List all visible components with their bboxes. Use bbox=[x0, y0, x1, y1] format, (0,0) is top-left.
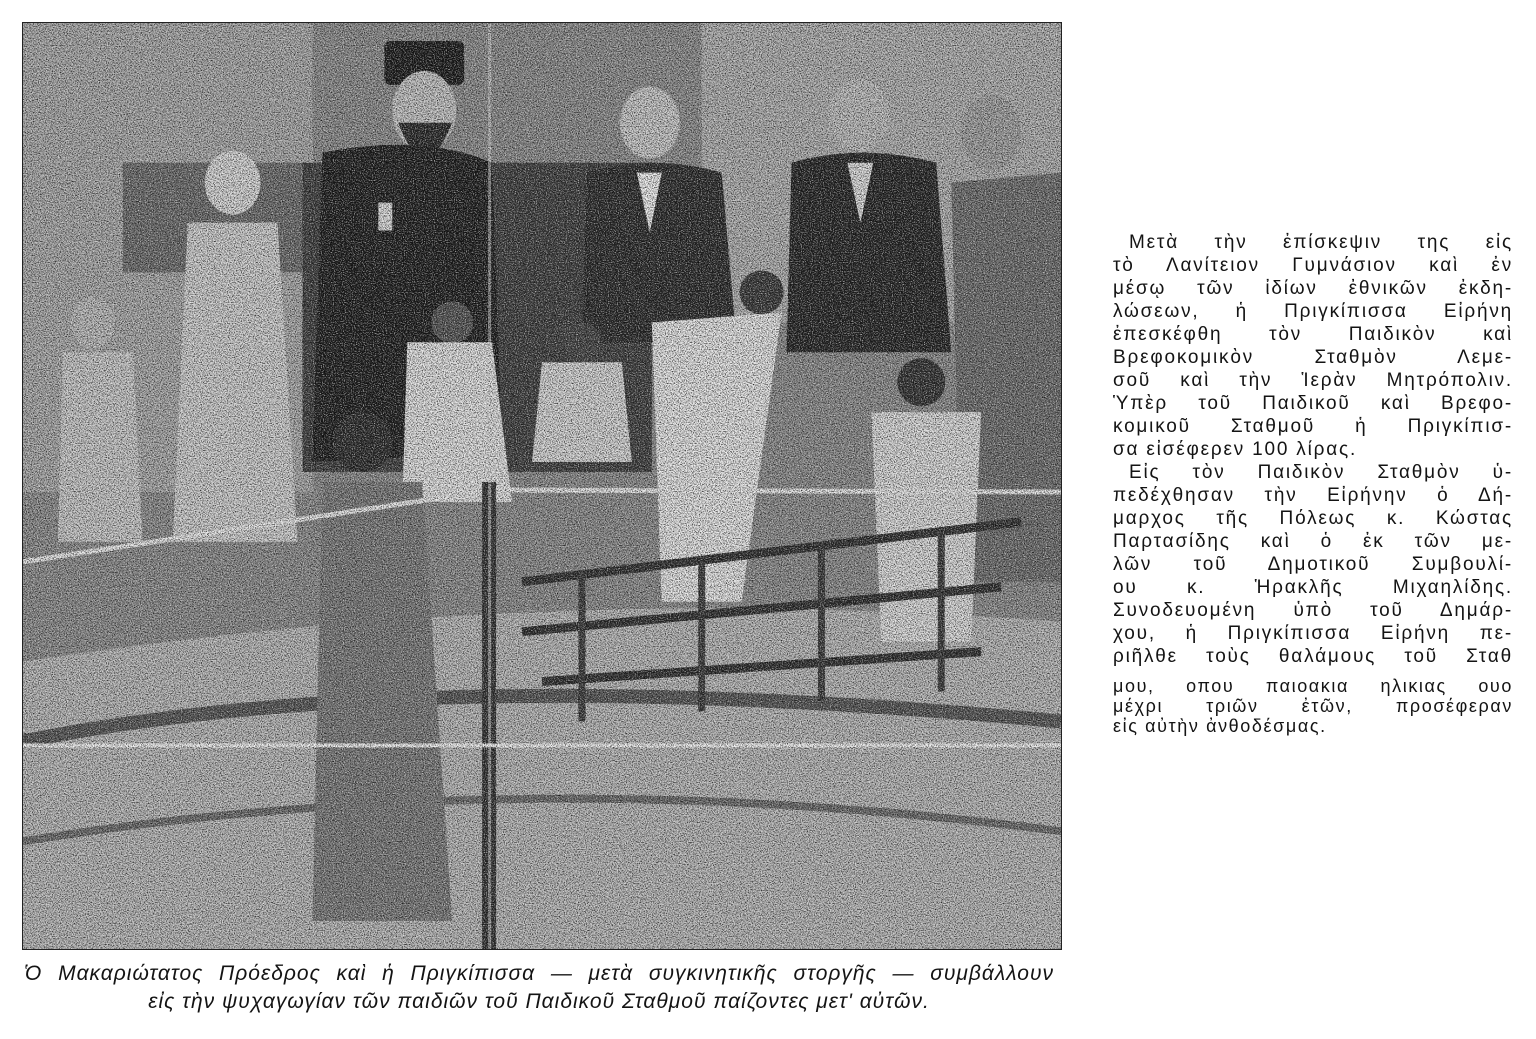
article-line: ἐπεσκέφθη τὸν Παιδικὸν καὶ bbox=[1113, 324, 1513, 345]
article-line: λῶν τοῦ Δημοτικοῦ Συμβουλί- bbox=[1113, 554, 1513, 575]
grain-light bbox=[23, 23, 1061, 949]
article-line: λώσεων, ἡ Πριγκίπισσα Εἰρήνη bbox=[1113, 301, 1513, 322]
article-line: σα εἰσέφερεν 100 λίρας. bbox=[1113, 439, 1358, 460]
caption-line-2: εἰς τὴν ψυχαγωγίαν τῶν παιδιῶν τοῦ Παιδικοῦ Σταθμοῦ παίζοντες μετ' αὐτῶν. bbox=[148, 990, 930, 1013]
photo-caption bbox=[24, 960, 1054, 1016]
article-line: εἰς αὐτὴν ἀνθοδέσμας. bbox=[1113, 716, 1327, 736]
article-line: σοῦ καὶ τὴν Ἱερὰν Μητρόπολιν. bbox=[1113, 370, 1513, 391]
article-column bbox=[1113, 231, 1513, 736]
article-line: πεδέχθησαν τὴν Εἰρήνην ὁ Δή- bbox=[1113, 485, 1513, 506]
news-photo bbox=[22, 22, 1062, 950]
article-line: Μετὰ τὴν ἐπίσκεψιν της εἰς bbox=[1129, 232, 1513, 253]
article-line: Ὑπὲρ τοῦ Παιδικοῦ καὶ Βρεφο- bbox=[1113, 393, 1513, 414]
article-line: μέσῳ τῶν ἰδίων ἐθνικῶν ἐκδη- bbox=[1113, 278, 1513, 299]
article-line: κομικοῦ Σταθμοῦ ἡ Πριγκίπισ- bbox=[1113, 416, 1513, 437]
article-line: μέχρι τριῶν ἐτῶν, προσέφεραν bbox=[1113, 696, 1513, 716]
article-line: Παρτασίδης καὶ ὁ ἐκ τῶν με- bbox=[1113, 531, 1513, 552]
article-line: ου κ. Ἡρακλῆς Μιχαηλίδης. bbox=[1113, 577, 1513, 598]
caption-line-1: Ὁ Μακαριώτατος Πρόεδρος καὶ ἡ Πριγκίπισσα — μετὰ συγκινητικῆς στοργῆς — συμβάλλουν bbox=[24, 962, 1054, 985]
article-line: μαρχος τῆς Πόλεως κ. Κώστας bbox=[1113, 508, 1513, 529]
article-line: τὸ Λανίτειον Γυμνάσιον καὶ ἐν bbox=[1113, 255, 1513, 276]
article-line: Βρεφοκομικὸν Σταθμὸν Λεμε- bbox=[1113, 347, 1513, 368]
article-line: μου, οπου παιοακια ηλικιας ουο bbox=[1113, 676, 1513, 696]
article-paragraph-2 bbox=[1113, 461, 1513, 668]
article-line: χου, ἡ Πριγκίπισσα Εἰρήνη πε- bbox=[1113, 623, 1513, 644]
article-paragraph-1 bbox=[1113, 231, 1513, 461]
article-line: Εἰς τὸν Παιδικὸν Σταθμὸν ὑ- bbox=[1129, 462, 1513, 483]
article-paragraph-2-continued bbox=[1113, 676, 1513, 736]
article-line: ριῆλθε τοὺς θαλάμους τοῦ Σταθ bbox=[1113, 646, 1513, 667]
photo-canvas bbox=[23, 23, 1061, 949]
article-line: Συνοδευομένη ὑπὸ τοῦ Δημάρ- bbox=[1113, 600, 1513, 621]
